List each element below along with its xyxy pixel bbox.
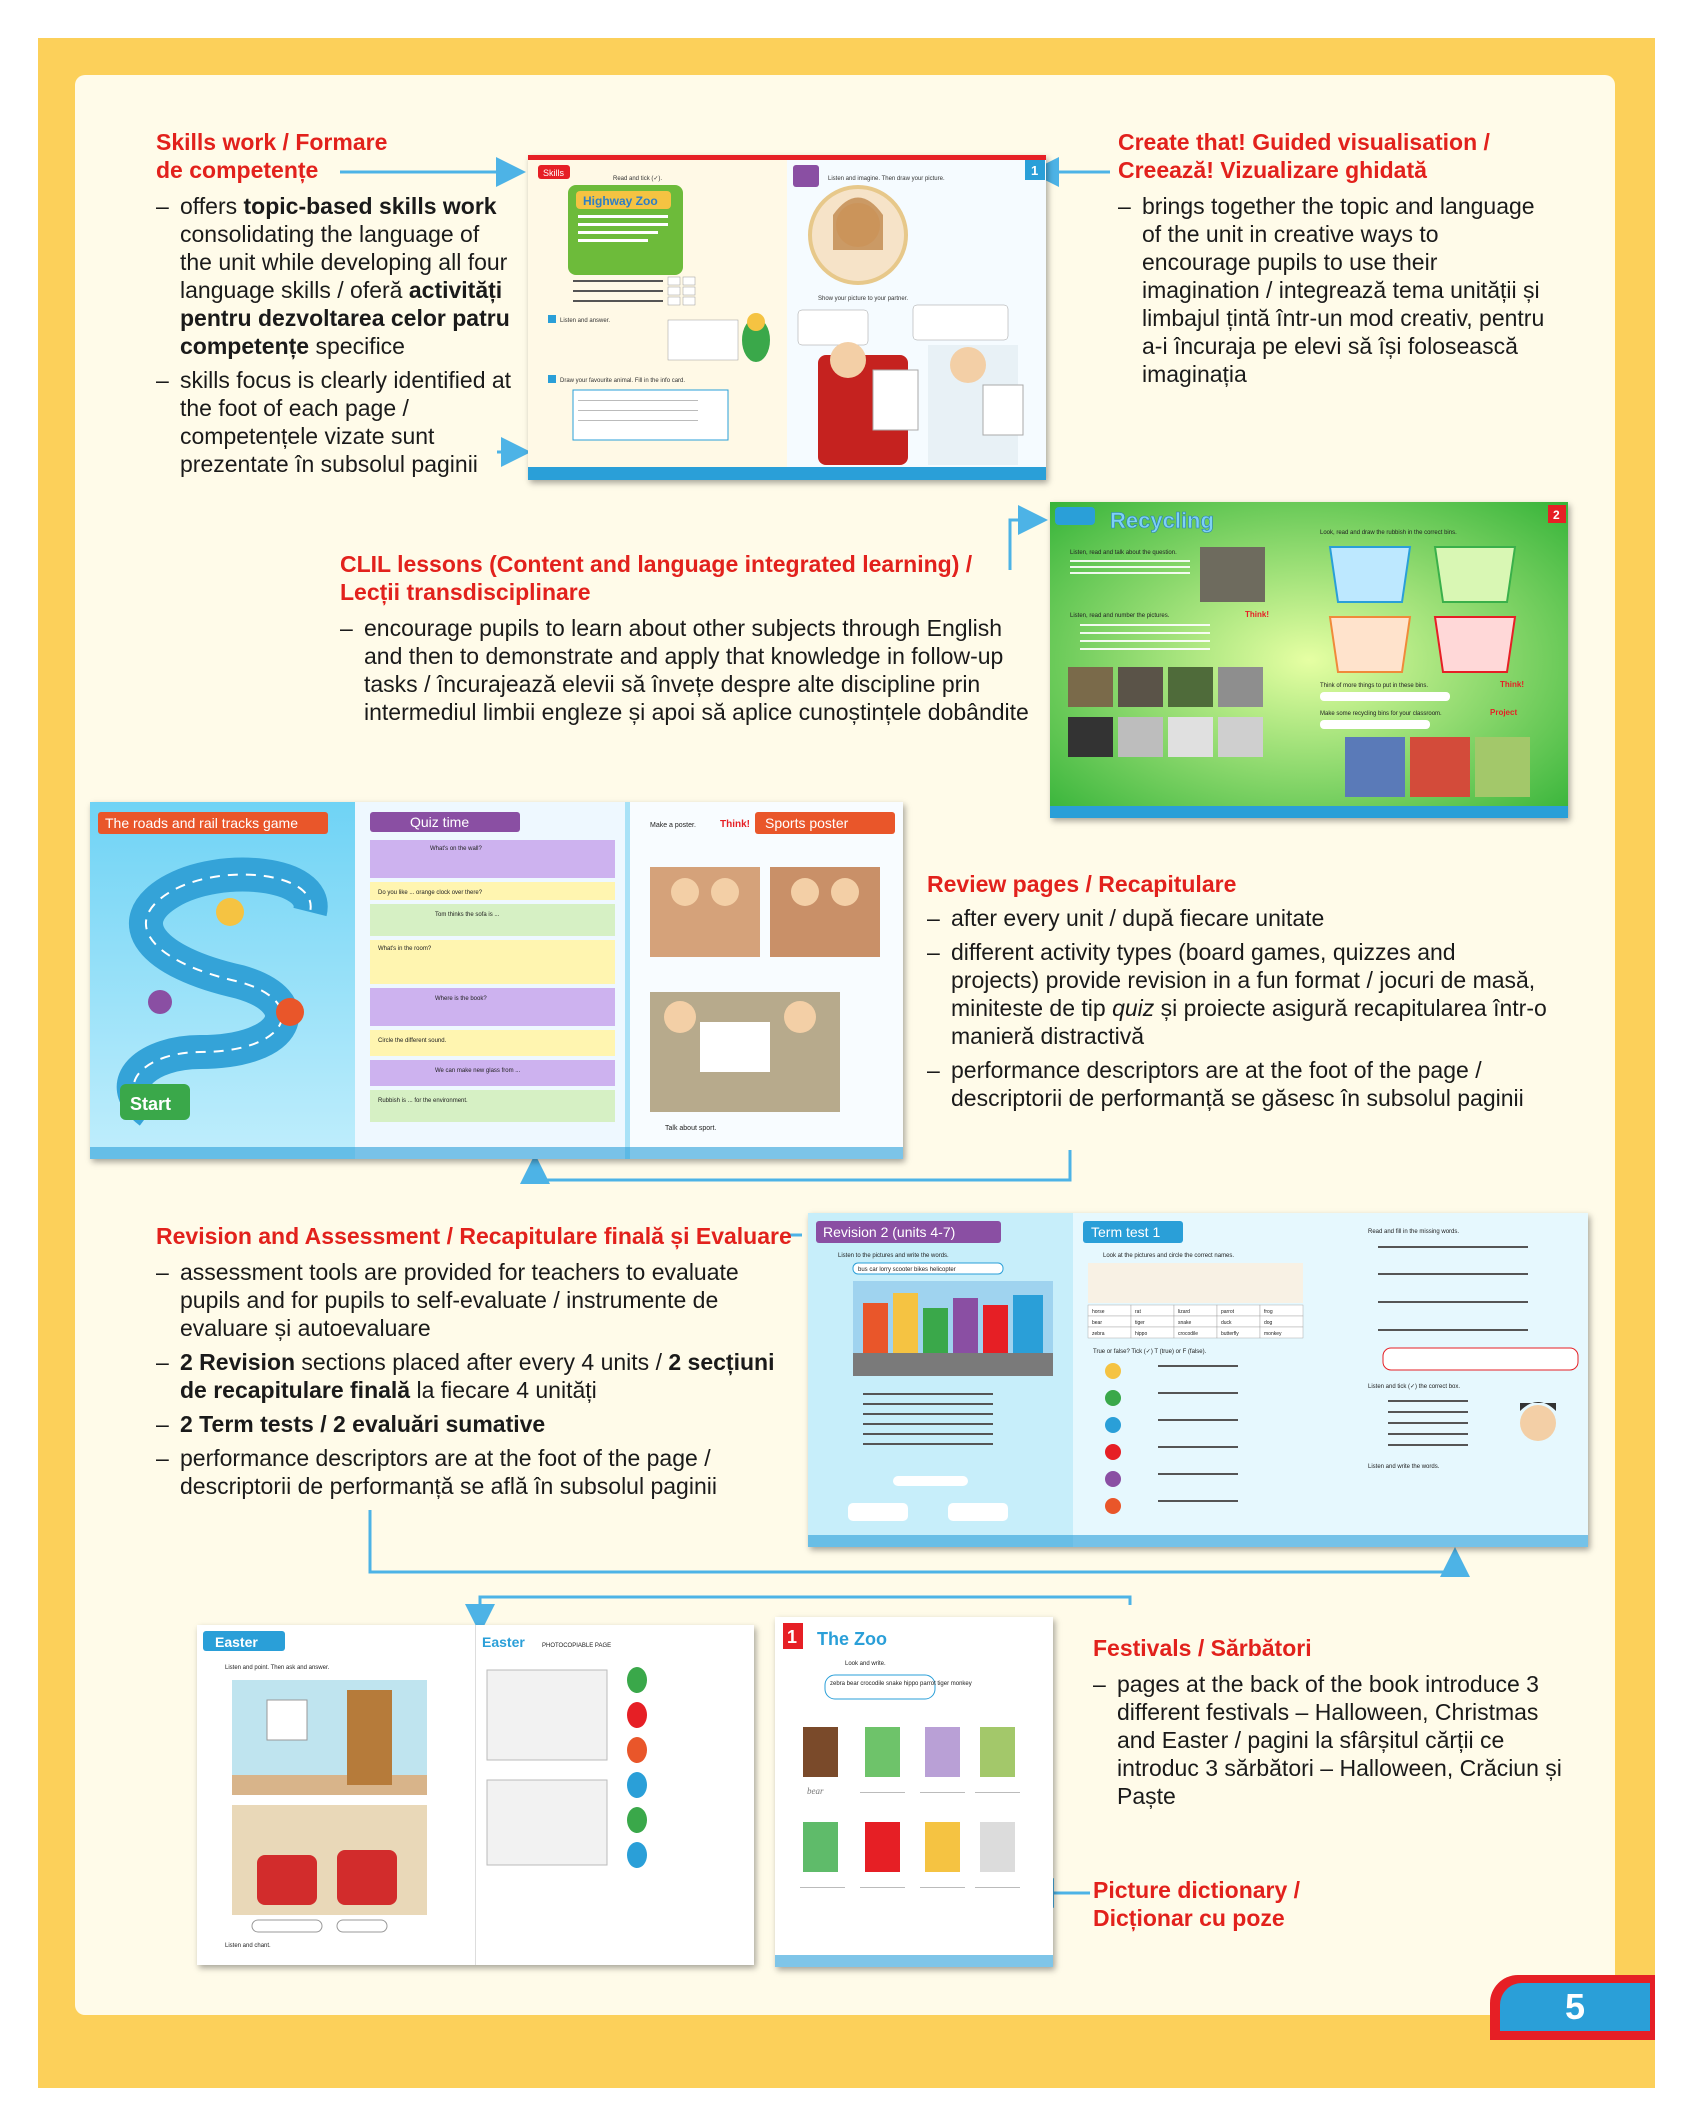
review-bullet-list [927,904,1547,1118]
svg-text:Make some recycling bins for y: Make some recycling bins for your classroom. [1320,711,1442,717]
svg-text:Sports poster: Sports poster [765,815,849,831]
svg-text:butterfly: butterfly [1221,1331,1239,1337]
svg-text:monkey: monkey [1264,1331,1282,1337]
dictionary-heading [1093,1876,1453,1932]
svg-text:PHOTOCOPIABLE PAGE: PHOTOCOPIABLE PAGE [542,1643,612,1649]
dictionary-page-art [775,1617,1053,1967]
svg-text:Quiz time: Quiz time [410,814,470,830]
svg-text:dog: dog [1264,1320,1273,1326]
dictionary-page-thumbnail [775,1617,1053,1967]
svg-text:zebra bear crocodile snake: zebra bear crocodile snake hippo parrot tiger monkey [830,1681,972,1687]
list-item: – brings together the topic and language of the unit in creative ways to encourage pupils to use their imagination / integrează tema unității și limbajul țintă într-un mod creativ, pentru a-i încuraja pe elevi să își folosească imaginația [1118,193,1545,387]
svg-text:Skills: Skills [543,168,565,178]
dictionary-heading-line1: Picture dictionary / [1093,1877,1301,1903]
list-item: – assessment tools are provided for teachers to evaluate pupils and for pupils to self-evaluate / instrumente de evaluare și autoevaluare [156,1259,739,1341]
svg-text:Circle the different sound.: Circle the different sound. [378,1038,447,1044]
page-number: 5 [1500,1983,1650,2031]
festival-pages-art [197,1625,754,1965]
svg-text:Think of more things to put in: Think of more things to put in these bins. [1320,683,1429,689]
revision-pages-art [808,1213,1588,1547]
svg-text:Recycling: Recycling [1110,508,1214,533]
svg-text:Listen and imagine. Then draw: Listen and imagine. Then draw your picture. [828,176,945,182]
skills-page-thumbnail [528,155,1046,480]
svg-text:Read and fill in the missing w: Read and fill in the missing words. [1368,1229,1460,1235]
svg-text:Rubbish is ... for the environ: Rubbish is ... for the environment. [378,1098,468,1104]
svg-text:Think!: Think! [1245,610,1269,619]
svg-text:Highway Zoo: Highway Zoo [583,194,658,208]
svg-text:Listen, read and number the pi: Listen, read and number the pictures. [1070,613,1170,619]
svg-text:Do you like ... orange clock o: Do you like ... orange clock over there? [378,890,483,896]
svg-text:Read and tick (✓).: Read and tick (✓). [613,176,663,182]
svg-text:Term test 1: Term test 1 [1091,1224,1161,1240]
svg-text:Think!: Think! [720,819,750,830]
festivals-bullet-list [1093,1670,1573,1816]
svg-text:Show your picture to your part: Show your picture to your partner. [818,296,909,302]
svg-text:We can make new glass from ...: We can make new glass from ... [435,1068,521,1074]
svg-text:Where is the book?: Where is the book? [435,996,487,1002]
review-heading: Review pages / Recapitulare [927,871,1237,897]
svg-text:bear: bear [1092,1320,1103,1326]
festival-pages-thumbnail [197,1625,754,1965]
skills-heading [156,128,456,184]
create-bullet-list [1118,192,1548,394]
svg-text:What's in the room?: What's in the room? [378,946,432,952]
dictionary-heading-line2: Dicționar cu poze [1093,1905,1285,1931]
svg-text:Listen and chant.: Listen and chant. [225,1943,271,1949]
svg-text:lizard: lizard [1178,1309,1190,1315]
svg-text:Listen and tick (✓) the correc: Listen and tick (✓) the correct box. [1368,1384,1461,1390]
list-item: – after every unit / după fiecare unitate [927,905,1325,931]
svg-text:hippo: hippo [1135,1331,1148,1337]
svg-text:Listen and answer.: Listen and answer. [560,318,611,324]
clil-bullet-list [340,614,1040,732]
skills-page-art [528,155,1046,480]
page-number-tab [1490,1975,1655,2040]
svg-text:Listen and point. Then ask and: Listen and point. Then ask and answer. [225,1665,330,1671]
svg-text:bear: bear [807,1786,824,1796]
list-item: – encourage pupils to learn about other subjects through English and then to demonstrate and apply that knowledge in follow-up tasks / încurajează elevii să învețe despre alte discipline prin intermediul limbii engleze și apoi să aplice cunoștințele dobândite [340,615,1029,725]
svg-text:1: 1 [787,1627,798,1647]
svg-text:Tom thinks the sofa is ...: Tom thinks the sofa is ... [435,912,500,918]
svg-text:2: 2 [1553,508,1560,522]
clil-heading [340,550,1060,606]
svg-text:True or false? Tick (✓) T (tru: True or false? Tick (✓) T (true) or F (false). [1093,1349,1207,1355]
skills-bullet-list [156,192,516,484]
svg-text:parrot: parrot [1221,1309,1235,1315]
svg-text:1: 1 [1031,163,1039,178]
svg-text:Listen, read and talk about th: Listen, read and talk about the question. [1070,550,1177,556]
clil-page-art [1050,502,1568,818]
revision-pages-thumbnail [808,1213,1588,1547]
svg-text:Easter: Easter [215,1634,258,1650]
svg-text:Easter: Easter [482,1634,525,1650]
list-item: – offers topic-based skills work consolidating the language of the unit while developing all four language skills / oferă activități pentru dezvoltarea celor patru competențe specifice [156,193,510,359]
list-item: – skills focus is clearly identified at the foot of each page / competențele vizate sunt prezentate în subsolul paginii [156,367,512,477]
svg-text:Listen to the pictures and wri: Listen to the pictures and write the words. [838,1253,949,1259]
svg-text:horse: horse [1092,1309,1105,1315]
create-heading-line1: Create that! Guided visualisation / [1118,129,1490,155]
svg-text:frog: frog [1264,1309,1273,1315]
revision-heading: Revision and Assessment / Recapitulare finală și Evaluare [156,1223,792,1249]
clil-heading-line1: CLIL lessons (Content and language integrated learning) / [340,551,973,577]
svg-text:Revision 2 (units 4-7): Revision 2 (units 4-7) [823,1224,956,1240]
list-item: – performance descriptors are at the foot of the page / descriptorii de performanță se află în subsolul paginii [156,1445,717,1499]
svg-text:Look and write.: Look and write. [845,1661,886,1667]
review-pages-thumbnail [90,802,903,1159]
svg-text:zebra: zebra [1092,1331,1105,1337]
svg-text:snake: snake [1178,1320,1192,1326]
svg-text:duck: duck [1221,1320,1232,1326]
create-heading-line2: Creează! Vizualizare ghidată [1118,157,1427,183]
list-item: – pages at the back of the book introduce 3 different festivals – Halloween, Christmas and Easter / pagini la sfârșitul cărții ce introduc 3 sărbători – Halloween, Crăciun și Paște [1093,1671,1562,1809]
svg-text:The roads and rail tracks game: The roads and rail tracks game [105,815,298,831]
svg-text:crocodile: crocodile [1178,1331,1199,1337]
svg-text:Talk about sport.: Talk about sport. [665,1125,717,1132]
skills-heading-line1: Skills work / Formare [156,129,388,155]
clil-page-thumbnail [1050,502,1568,818]
svg-text:Make a poster.: Make a poster. [650,822,696,829]
svg-text:Start: Start [130,1094,172,1114]
list-item: – 2 Term tests / 2 evaluări sumative [156,1411,546,1437]
svg-text:Think!: Think! [1500,680,1524,689]
svg-text:rat: rat [1135,1309,1141,1315]
list-item: – performance descriptors are at the foot of the page / descriptorii de performanță se găsesc în subsolul paginii [927,1057,1524,1111]
svg-text:bus car lorry scooter bike: bus car lorry scooter bikes helicopter [858,1267,956,1273]
review-pages-art [90,802,903,1159]
svg-text:Look at the pictures and circl: Look at the pictures and circle the correct names. [1103,1253,1235,1259]
list-item: – 2 Revision sections placed after every 4 units / 2 secțiuni de recapitulare finală la fiecare 4 unități [156,1349,775,1403]
revision-bullet-list [156,1258,796,1506]
svg-text:Project: Project [1490,708,1518,717]
svg-text:What's on the wall?: What's on the wall? [430,846,482,852]
festivals-heading: Festivals / Sărbători [1093,1635,1312,1661]
svg-text:Draw your favourite animal. Fi: Draw your favourite animal. Fill in the info card. [560,378,686,384]
create-heading [1118,128,1578,184]
svg-text:Listen and write the words.: Listen and write the words. [1368,1464,1440,1470]
skills-heading-line2: de competențe [156,157,319,183]
svg-text:Look, read and draw the rubbis: Look, read and draw the rubbish in the correct bins. [1320,530,1457,536]
svg-text:The Zoo: The Zoo [817,1629,887,1649]
list-item: – different activity types (board games, quizzes and projects) provide revision in a fun format / jocuri de masă, miniteste de tip quiz și proiecte asigură recapitularea într-o manieră distractivă [927,939,1547,1049]
clil-heading-line2: Lecții transdisciplinare [340,579,591,605]
svg-text:tiger: tiger [1135,1320,1145,1326]
